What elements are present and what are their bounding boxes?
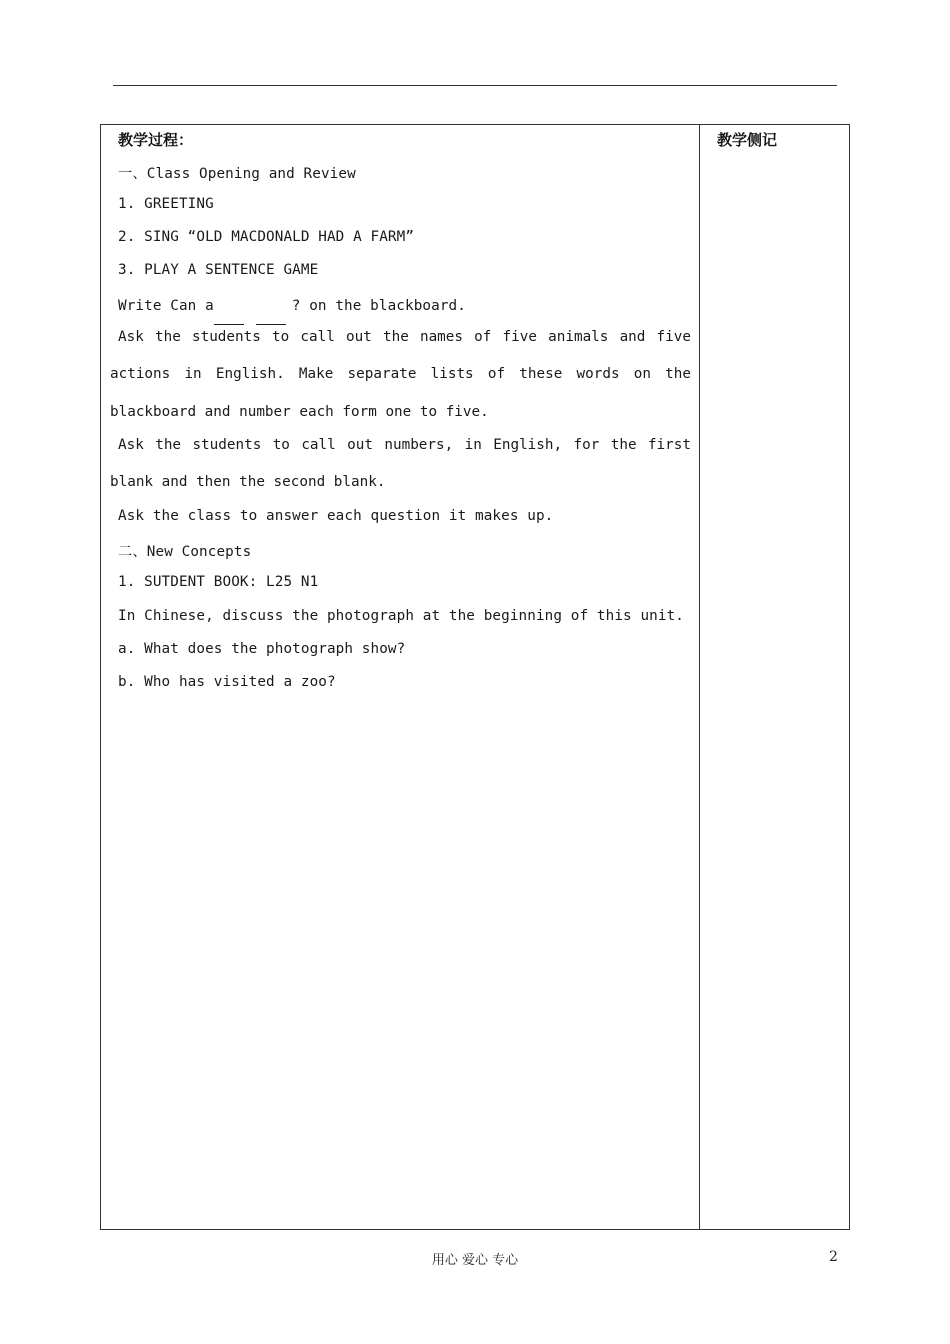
question-b: b. Who has visited a zoo? [118,674,336,690]
paragraph-line: blackboard and number each form one to five. [110,404,489,420]
teaching-notes-heading: 教学侧记 [717,131,778,149]
paragraph-line: Ask the students to call out numbers, in English, for the first [118,437,691,453]
page-number: 2 [829,1249,838,1265]
blank-underline-2 [256,324,286,325]
header-rule [113,85,837,86]
write-instruction-end: ? on the blackboard. [291,298,466,314]
lesson-table [100,124,850,1230]
column-divider [699,125,700,1229]
section-heading-2: 二、New Concepts [118,544,252,560]
section-heading-1: 一、Class Opening and Review [118,166,356,182]
blank-underline-1 [214,324,244,325]
question-a: a. What does the photograph show? [118,641,406,657]
paragraph-line: Ask the class to answer each question it makes up. [118,508,554,524]
paragraph-line: actions in English. Make separate lists of these words on the [110,366,691,382]
paragraph-line: blank and then the second blank. [110,474,386,490]
teaching-process-title: 教学过程： [118,131,194,149]
write-instruction-start: Write Can a [118,298,214,314]
paragraph-line: In Chinese, discuss the photograph at the beginning of this unit. [118,608,684,624]
footer-motto: 用心 爱心 专心 [431,1253,519,1268]
paragraph-line: Ask the students to call out the names of five animals and five [118,329,691,345]
blank-gap [214,296,292,310]
list-item-sentence-game: 3. PLAY A SENTENCE GAME [118,262,319,278]
list-item-sing: 2. SING “OLD MACDONALD HAD A FARM” [118,229,415,245]
list-item-student-book: 1. SUTDENT BOOK: L25 N1 [118,574,319,590]
write-instruction [118,296,466,314]
list-item-greeting: 1. GREETING [118,196,214,212]
